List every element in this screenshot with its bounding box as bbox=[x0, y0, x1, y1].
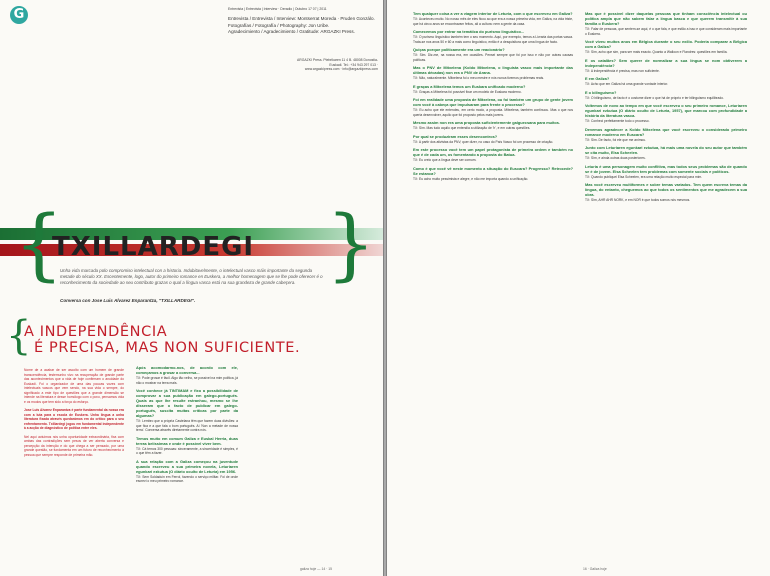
question: Junto com Leturiaren egunkari ezkutua, há mais uma novela do seu autor que também se cita muito, Elsa Scheelen. bbox=[585, 145, 747, 155]
right-column-2 bbox=[585, 8, 747, 564]
lead-paragraph: Nome de a acabar de ser ascolto com um homem de grande transcendência, testemunho vivo na recuperação de grande parte das acontecimentos que a vida de hoje confirmam o anuidade do Euskadi. Foi o organizador de uma das poucas vozes com intelectuais vascos que vem sendo, na sua vida o sempre, do significado a este tipo de questões que a grande dimensão se intende na literatura e desse homólogo com o povo, pensamos vida e os modos que tem sido a força do esforço. bbox=[24, 368, 124, 404]
credit-line: Fotografías / Fotografía / Photography: Jon Uribe. bbox=[228, 22, 330, 28]
answer: TX: Eu acho muito pessimista e alegre, e não me importa quando a unificação. bbox=[413, 176, 529, 181]
answer: TX: Acho que em Galiza há uma grande vontade interior. bbox=[585, 82, 669, 86]
answer: TX: Sim. Mas tudo aquilo que entendia a utilização de 'h', e em outras questões. bbox=[413, 126, 531, 130]
question: Após acomodarmo-nos, de acordo com ele, começamos a grosar a conversa... bbox=[136, 365, 238, 375]
answer: TX: Quando publiquei Elsa Scheelen, era uma relação muito especial para mim. bbox=[585, 174, 703, 179]
credit-line: Agradecimiento / Agradecimiento / Gratitude: ARGAZKI Press. bbox=[228, 29, 355, 35]
answer: TX: Falar de pessoas, que sentem-se aqui, é o que fala, e que estão a isso e que consideram mais importante o Euskera. bbox=[585, 27, 747, 36]
article-byline: Conversa con Jose Luis Alvarez Enparantza, "TXILLARDEGI". bbox=[60, 298, 196, 303]
answer: TX: O bilinguismo, de facto é o costume dizer o que há de próprio e ter bilinguismo equilibrado. bbox=[585, 95, 724, 100]
question: Quiças porque politicamente era um reacionário? bbox=[413, 47, 505, 52]
title-close-brace: } bbox=[326, 200, 376, 290]
headline-line-1: A INDEPENDÊNCIA bbox=[24, 324, 168, 340]
answer: TX: Cá temos 300 pessoas: sinceramente, a sinceridade é simples, é o que têm a fazer. bbox=[136, 446, 238, 455]
question: Por qual se produziram esses desencontros? bbox=[413, 133, 498, 139]
question: Você conhece já TINTIMAM e fixo a possibilidade de comprovar a sua publicação em galego-português. Quais as que lhe resulte estranhou, mesmo se lhe disseram que o facto de publicar em galego-português, suscita muitas críticas por parte da algumas? bbox=[136, 388, 238, 418]
answer: TX: O purismo linguístico também tem o seu momento. Aqui, por exemplo, temos a Livraria das portas vasca. Trata-se nos anos 50 e 60 a mais como linguístico, então é a desquisitura que uma língua de facto. bbox=[413, 35, 573, 44]
answer: TX: Lembro que a própria Castelana têm que fazem duas divisões: a que fica e a que fala o bom português. Aí 'Non a metade de nossa terra'. Conversa atravês diretamente contra nós. bbox=[136, 419, 238, 432]
question: Temos muito em comum Galiza e Euskal Herria, duas terras belíssimas e onde é possível viver bem. bbox=[136, 435, 238, 446]
subhead-paragraph: Jose Luis Alvarez Enparantza é parte fundamental da nossa era com a luta para a escola de Euskera. Unha lingua a unha literatura fixada através quedarámos em do critico para o seu enfrentamento. Txillardegi jogou em fundamental independente à a acção de diagnóstico de política entre eles. bbox=[24, 408, 124, 430]
credits bbox=[228, 16, 378, 36]
question: E os catalães? Sem querer de normalizar a sua língua se nom obtiverem a independência? bbox=[585, 57, 747, 68]
right-page bbox=[387, 0, 770, 576]
question: E o bilinguismo? bbox=[585, 89, 617, 95]
question: Em este processo você tem um papel protagonista de primeira ordem e também no que é de cada um, os fomentando a proposta do Batua. bbox=[413, 147, 573, 157]
question: Mas que é possível dizer daquelas pessoas que tinham consciência intelectual ou política ampla que não sabem falar a língua basca e que querem transmitir à sua família o Euskera? bbox=[585, 11, 747, 26]
answer: TX: Aconteceu muito. No nosso mês de eles ficou ao que era a nossa primeira vida, em Galiza, na vida triste, que há cinco anos se encontravam feitos, ali a cultura: nem a gente da casa. bbox=[413, 17, 573, 26]
title-open-brace: { bbox=[14, 200, 64, 290]
headline-line-2: É PRECISA, MAS NON SUFICIENTE. bbox=[34, 340, 301, 356]
question: Mas o PNV de Mitxelena (Koldo Mitxelena, o linguista vasco mais importante das últimas décadas) non era o PNV de Arana. bbox=[413, 65, 573, 75]
magazine-logo: G bbox=[10, 6, 28, 24]
press-address: ARGAZKI Press. Ptebrikaren 11 4 B. 48008 Donostia-Euskadi. Tel.: +34 943 297 013 · www.argazkipress.com · info@argazkipress.com bbox=[297, 58, 378, 72]
question: Você viveu muitos anos em Bélgica durante o seu exílio. Poderia comparar a Bélgica com a Galiza? bbox=[585, 39, 747, 49]
page-number: 16 · Galiza hoje bbox=[583, 567, 607, 571]
left-column-2 bbox=[136, 362, 238, 568]
credit-line: Entrevista / Entrevista / Interview: Montserrat Moreda · Pruden Gonzálo. bbox=[228, 16, 375, 21]
question: E em Galiza? bbox=[585, 76, 610, 81]
question: A sua relação com a Galiza começou na juventude quando escreveu a sua primeira novela, Leturiaren egunkari ezkutua (O diário oculto de Leturia) em 1956. bbox=[136, 458, 238, 474]
headline-brace: { bbox=[6, 313, 32, 359]
question: Foi em realidade uma proposta de Mitxelena, ou foi também um grupo de gente jovem com você à cabeça que impulsaram para frente o processo? bbox=[413, 97, 573, 107]
right-column-1 bbox=[413, 8, 573, 564]
answer: TX: Sem Soldaduin em Ferrol, fazendo o serviço militar. Foi de onde escrevi o meu primeiro romance. bbox=[136, 474, 238, 483]
page-number: galiza hoje — 14 · 15 bbox=[300, 567, 333, 571]
left-column-1 bbox=[24, 368, 124, 568]
answer: TX: Sim. De facto, foi ele que me animou. bbox=[585, 137, 647, 142]
question: Leturia é uma personagem muito conflitiva, mas todos seus problemas são de quando se é de jovem. Elsa Scheelen tem problemas com somente sociais e políticos. bbox=[585, 163, 747, 174]
answer: TX: Pode grosar é fácil. Algo tão velho, se possível na mim política, já não o mostrar na terra mais. bbox=[136, 376, 238, 385]
left-page bbox=[0, 0, 383, 576]
question: Tem qualquer coisa a ver a viagem interior de Leturia, com o que escreveu em Galiza? bbox=[413, 11, 573, 16]
issue-meta: Entrevista | Entrevista | Interview · Deradio | Outubro 17 07 | 2011 bbox=[228, 7, 327, 11]
question: Mesmo assim non era uma proposta suficientemente galguecsana para muitos. bbox=[413, 120, 561, 125]
question: Devemos agradecer a Koldo Mitxelena que você escreveu o considerado primeiro romance moderno em Euscara? bbox=[585, 126, 747, 137]
answer: TX: Não, naturalmente. Mitxelena foi o meu mestre e nós nunca tivemos problemas reais. bbox=[413, 76, 545, 80]
question: Mas você escreveu multiformes e sobre temas variados. Tem quem escreva temas da língua, do entanto, cheguemos ao que todos os sentimentos que me agradecem a sua obra. bbox=[585, 182, 747, 197]
answer: TX: Sim, AHR AHR NORK, e em NOR é que todos somos nós mesmos. bbox=[585, 198, 691, 202]
answer: TX: A independência é precisa, mas non suficiente. bbox=[585, 68, 660, 73]
article-intro: Unha vida marcada polo compromiso intelectual con a historia. Indubitavelmente, o intelectual vasco máis importante da segunda metade do século XX. Escentemente, logo, autor do primeiro romance en Euskera, a melhor homenagem que se lhe pode oferecer é o reconhecimento da sociedade ao seu contributo grazas o qual a língua vasca está na sua grandeza de grande cabeçera. bbox=[60, 268, 323, 285]
question: Comecemos por entrar na temática do purismo linguístico... bbox=[413, 29, 525, 34]
answer: TX: Sim. Diz-me, na nossa era, em ocasiões. Pensei sempre que foi por isso e não por outras causas políticas. bbox=[413, 53, 573, 62]
body-paragraph: Nel aquí actuimos nós unha oportunidade extraordinária, fixa com ambas das contradições sem pesos de ver aberta conversa e percepção da intenção e do que chega a ser pensado, por uma grande questão, se fundamenta em um futuro de reconhecimento à pessoa que sempre responde de primeira mão. bbox=[24, 434, 124, 457]
answer: TX: Eu acho que ele entendeu, em certo modo, a proposta. Mitxelena, também continuou. Mas o que nos queria desenvolver, aquilo que foi proposto pelos mais jovens. bbox=[413, 108, 573, 117]
article-title: TXILLARDEGI bbox=[52, 232, 255, 262]
answer: TX: A partir dos ativistas da PNV, quer dizer, no caso do País Vasco foi um processo de criação. bbox=[413, 139, 554, 144]
question: E graças a Mitxelena temos um Euskara unificado moderno? bbox=[413, 83, 526, 89]
question: Como é que você vê neste momento a situação do Euscara? Progresso? Retrocede? Se estanca? bbox=[413, 165, 573, 176]
answer: TX: Eu creio que a língua deve ser comum. bbox=[413, 158, 477, 162]
answer: TX: Sim, e ainda outras duas posteriores. bbox=[585, 156, 646, 160]
answer: TX: Conheci perfeitamente todo o processo. bbox=[585, 119, 650, 123]
answer: TX: Sim, acho que sim, para ser mais exacto. Quanto a Walloon e Flandres: questões em família. bbox=[585, 50, 728, 54]
question: Voltemos de novo ao tempo em que você escreveu o seu primeiro romance, Leturiaren egunkari ezkutua (O diário oculto de Leturia, 1957), que marcou com profundidade a história da literatura vasca. bbox=[585, 103, 747, 118]
answer: TX: Graças a Mitxelena foi possível fixar um modelo de Euskara moderno. bbox=[413, 89, 522, 94]
